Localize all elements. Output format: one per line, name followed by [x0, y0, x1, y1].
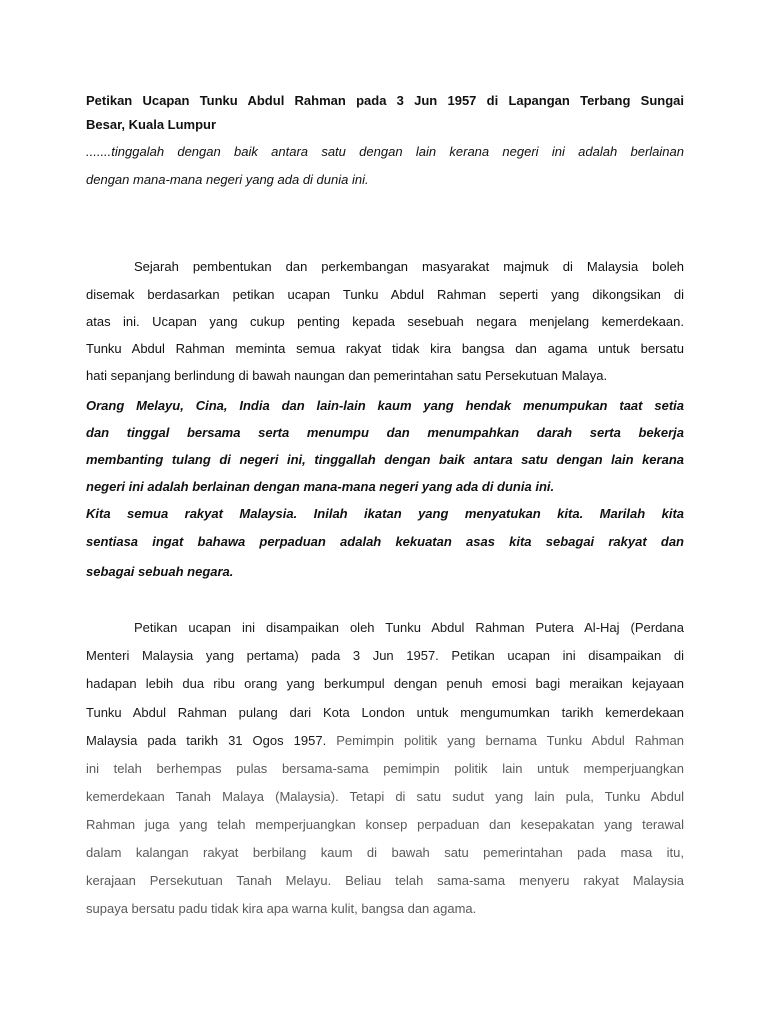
paragraph-line: kerajaan Persekutuan Tanah Melayu. Beliau telah sama-sama menyeru rakyat Malaysia [86, 873, 684, 888]
speech-line: Kita semua rakyat Malaysia. Inilah ikatan yang menyatukan kita. Marilah kita [86, 506, 684, 521]
paragraph-segment: Malaysia pada tarikh 31 Ogos 1957. [86, 733, 327, 748]
paragraph-line: supaya bersatu padu tidak kira apa warna kulit, bangsa dan agama. [86, 901, 477, 916]
paragraph-line: Rahman juga yang telah memperjuangkan konsep perpaduan dan kesepakatan yang terawal [86, 817, 684, 832]
speech-line: dan tinggal bersama serta menumpu dan menumpahkan darah serta bekerja [86, 425, 684, 440]
speech-line: Orang Melayu, Cina, India dan lain-lain kaum yang hendak menumpukan taat setia [86, 398, 684, 413]
quote-line: dengan mana-mana negeri yang ada di dunia ini. [86, 172, 369, 187]
paragraph-line: hadapan lebih dua ribu orang yang berkumpul dengan penuh emosi bagi meraikan kejayaan [86, 676, 684, 691]
paragraph-line: kemerdekaan Tanah Malaya (Malaysia). Tetapi di satu sudut yang lain pula, Tunku Abdul [86, 789, 684, 804]
speech-line: sentiasa ingat bahawa perpaduan adalah kekuatan asas kita sebagai rakyat dan [86, 534, 684, 549]
quote-line: .......tinggalah dengan baik antara satu dengan lain kerana negeri ini adalah berlainan [86, 144, 684, 159]
paragraph-line: Tunku Abdul Rahman meminta semua rakyat tidak kira bangsa dan agama untuk bersatu [86, 341, 684, 356]
paragraph-line: dalam kalangan rakyat berbilang kaum di bawah satu pemerintahan pada masa itu, [86, 845, 684, 860]
paragraph-line: Petikan ucapan ini disampaikan oleh Tunku Abdul Rahman Putera Al-Haj (Perdana [134, 620, 684, 635]
paragraph-line: Tunku Abdul Rahman pulang dari Kota London untuk mengumumkan tarikh kemerdekaan [86, 705, 684, 720]
paragraph-line: Menteri Malaysia yang pertama) pada 3 Jun 1957. Petikan ucapan ini disampaikan di [86, 648, 684, 663]
heading-line: Besar, Kuala Lumpur [86, 117, 217, 132]
paragraph-line: ini telah berhempas pulas bersama-sama pemimpin politik lain untuk memperjuangkan [86, 761, 684, 776]
paragraph-segment: Pemimpin politik yang bernama Tunku Abdul Rahman [336, 733, 684, 748]
paragraph-line: atas ini. Ucapan yang cukup penting kepada sesebuah negara menjelang kemerdekaan. [86, 314, 684, 329]
speech-line: negeri ini adalah berlainan dengan mana-mana negeri yang ada di dunia ini. [86, 479, 555, 494]
paragraph-line [86, 732, 684, 750]
speech-line: membanting tulang di negeri ini, tinggallah dengan baik antara satu dengan lain kerana [86, 452, 684, 467]
paragraph-line: disemak berdasarkan petikan ucapan Tunku Abdul Rahman seperti yang dikongsikan di [86, 287, 684, 302]
speech-line: sebagai sebuah negara. [86, 564, 234, 579]
paragraph-line: Sejarah pembentukan dan perkembangan masyarakat majmuk di Malaysia boleh [134, 259, 684, 274]
heading-line: Petikan Ucapan Tunku Abdul Rahman pada 3 Jun 1957 di Lapangan Terbang Sungai [86, 93, 684, 108]
paragraph-line: hati sepanjang berlindung di bawah naungan dan pemerintahan satu Persekutuan Malaya. [86, 368, 608, 383]
